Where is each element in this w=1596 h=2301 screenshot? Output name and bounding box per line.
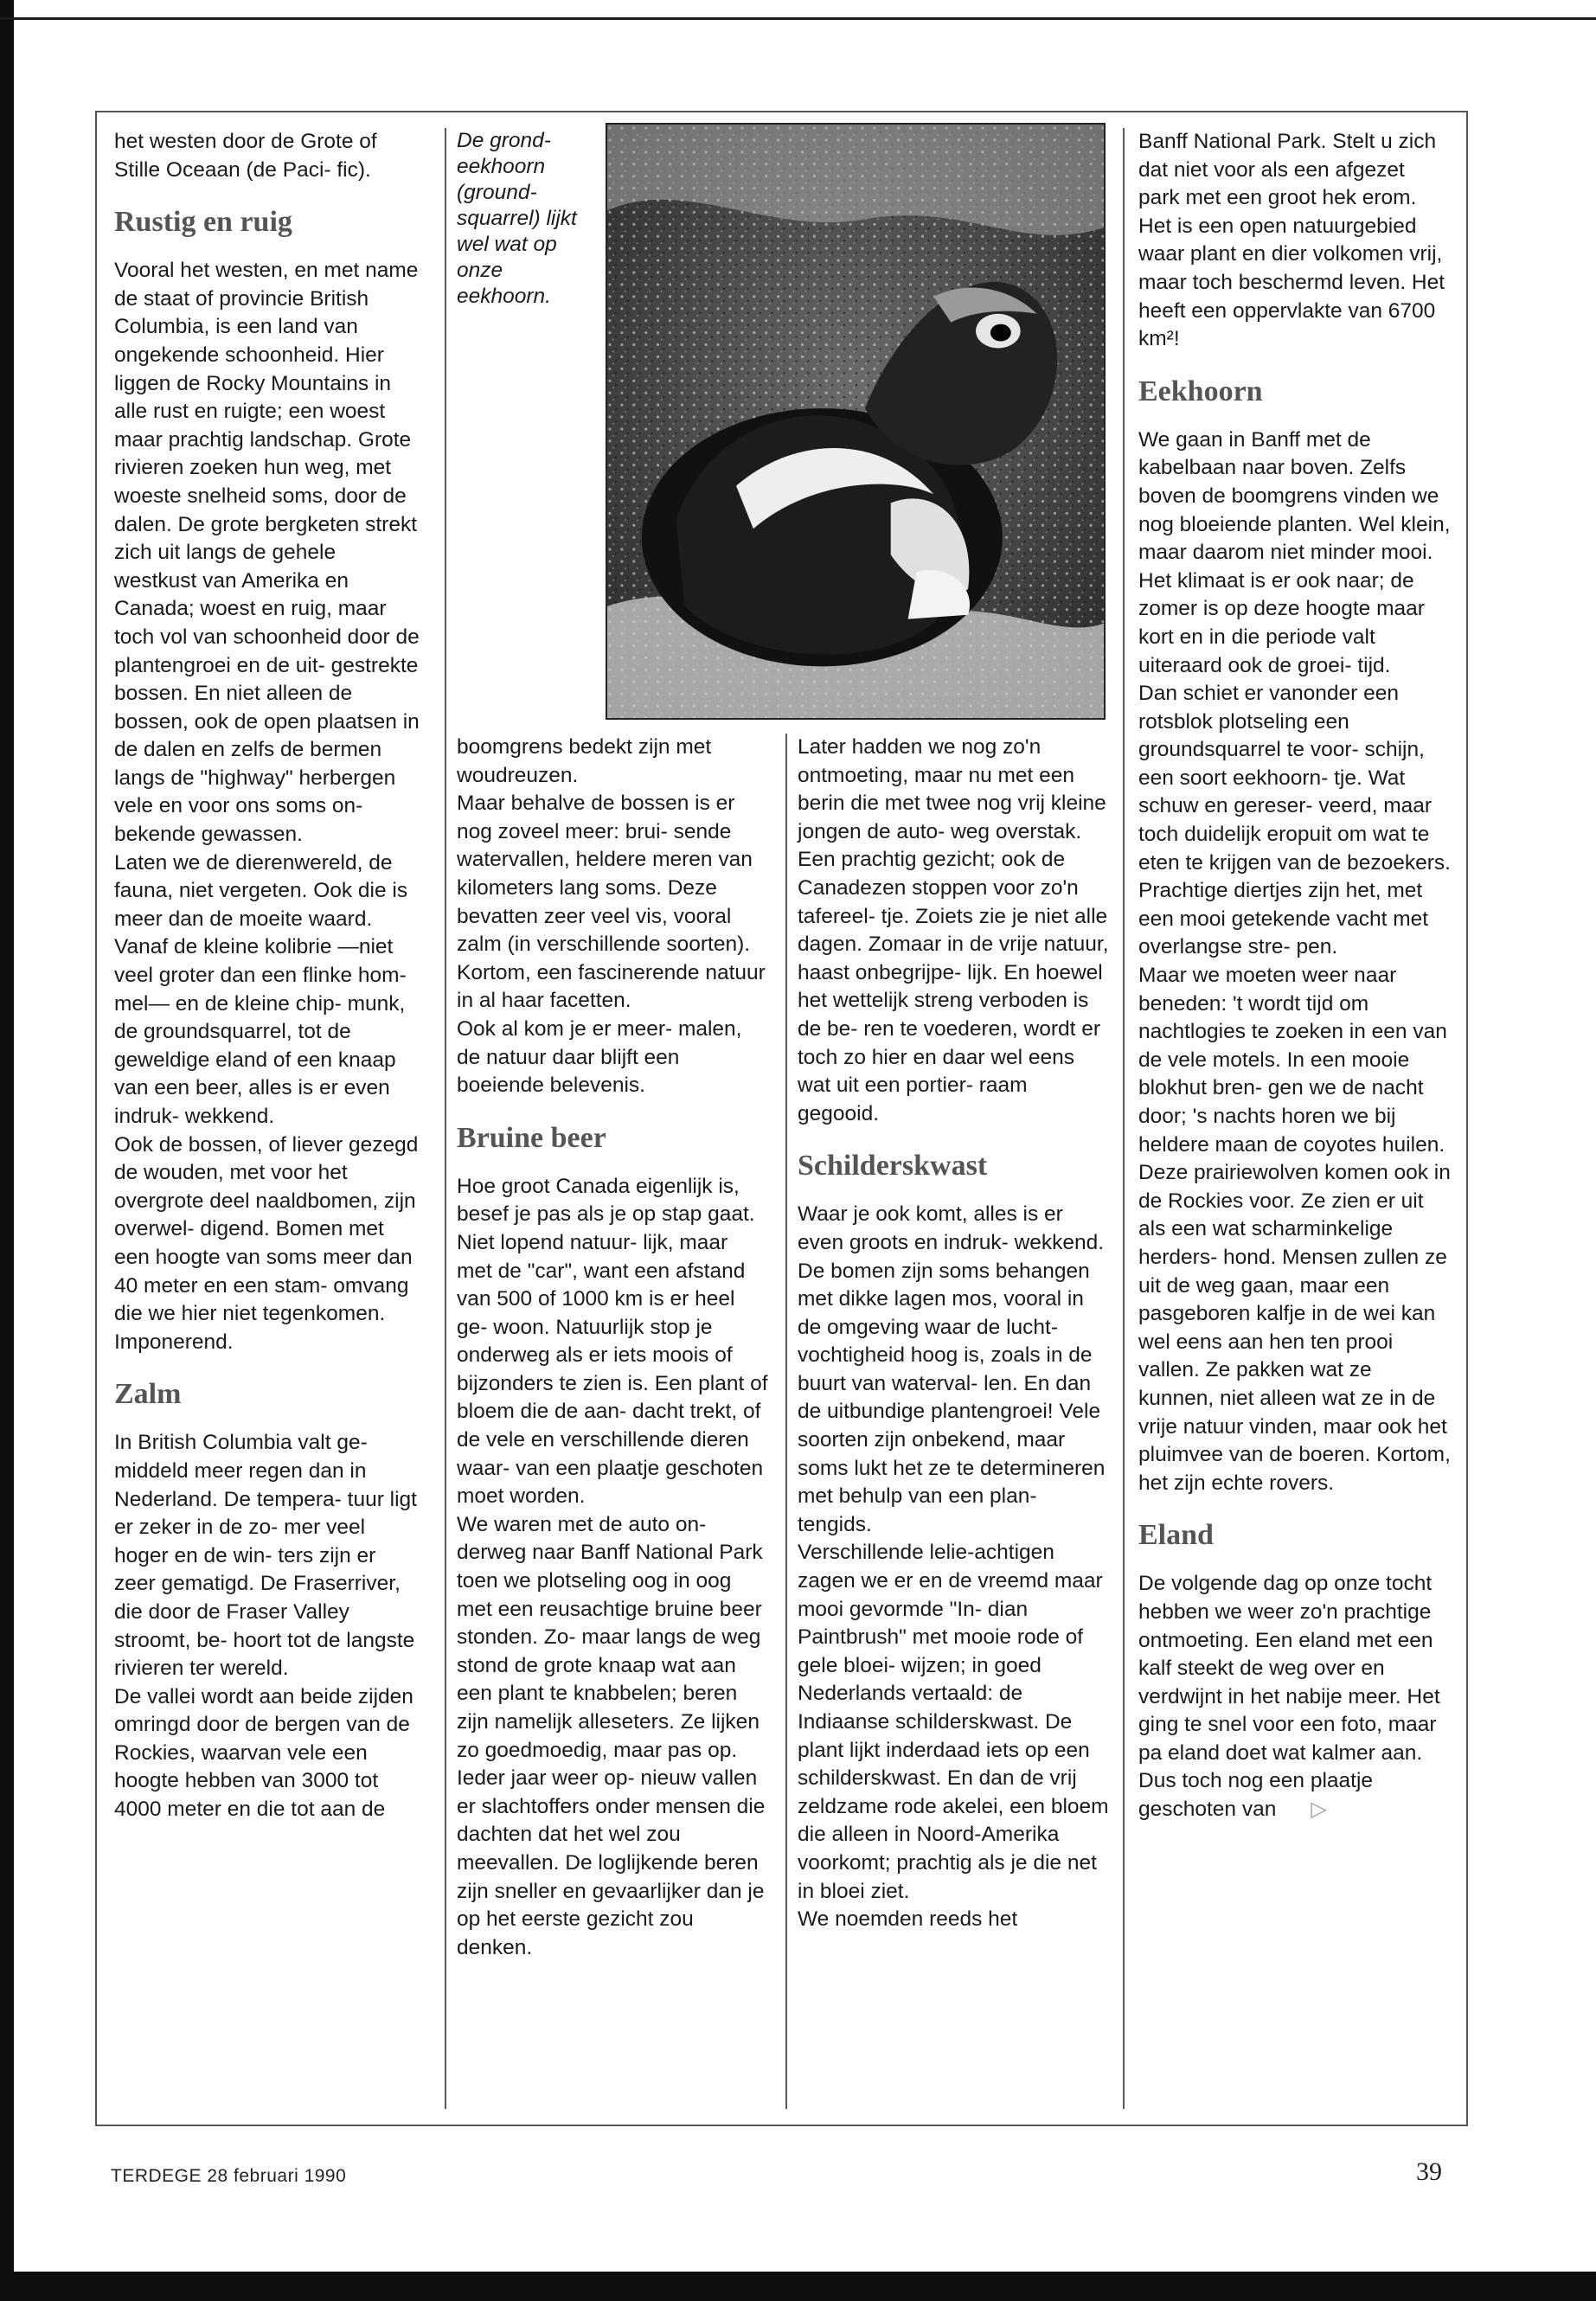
paragraph: Laten we de dierenwereld, de fauna, niet vergeten. Ook die is meer dan de moeite waard. Vanaf de kleine kolibrie —niet veel groter dan een flinke hom- mel— en de kleine chip- munk, de groundsquarrel, tot de geweldige eland of een knaap van een beer, alles is er even indruk- wekkend. <box>114 850 408 1128</box>
column-rule <box>785 734 787 2109</box>
paragraph-text: De volgende dag op onze tocht hebben we weer zo'n prachtige ontmoeting. Een eland met een kalf steekt de weg over en verdwijnt in het nabije meer. Het ging te snel voor een foto, maar pa eland doet wat kalmer aan. Dus toch nog een plaatje geschoten van <box>1138 1572 1440 1822</box>
paragraph: We gaan in Banff met de kabelbaan naar boven. Zelfs boven de boomgrens vinden we nog bloeiende planten. Wel klein, maar daarom niet minder mooi. Het klimaat is er ook naar; de zomer is op deze hoogte maar kort en in die periode valt uiteraard ook de groei- tijd. <box>1138 427 1451 677</box>
column-1 <box>114 128 422 1824</box>
paragraph: Ook al kom je er meer- malen, de natuur daar blijft een boeiende belevenis. <box>457 1016 742 1098</box>
photo-caption: De grond- eekhoorn (ground- squarrel) lijkt wel wat op onze eekhoorn. <box>457 129 577 308</box>
paragraph <box>1138 1570 1452 1823</box>
ground-squirrel-photo <box>606 123 1106 720</box>
paragraph: Verschillende lelie-achtigen zagen we er en de vreemd maar mooi gevormde "In- dian Paintbrush" met mooie rode of gele bloei- wijzen; in goed Nederlands vertaald: de Indiaanse schilderskwast. De plant lijkt inderdaad iets op een schilderskwast. En dan de vrij zeldzame rode akelei, een bloem die alleen in Noord-Amerika voorkomt; prachtig als je die net in bloei ziet. <box>798 1541 1109 1903</box>
paragraph: Later hadden we nog zo'n ontmoeting, maar nu met een berin die met twee nog vrij kleine jongen de auto- weg overstak. Een prachtig gezicht; ook de Canadezen stoppen voor zo'n tafereel- tje. Zoiets zie je niet alle dagen. Zomaar in de vrije natuur, haast onbegrijpe- lijk. En hoewel het wettelijk streng verboden is de be- ren te voederen, wordt er toch zo hier en daar wel eens wat uit een portier- raam gegooid. <box>798 735 1109 1125</box>
column-2 <box>457 734 768 1962</box>
section-heading-schilderskwast: Schilderskwast <box>798 1150 988 1183</box>
section-heading-beer: Bruine beer <box>457 1121 606 1154</box>
section-heading-eland: Eland <box>1138 1519 1214 1552</box>
section-heading-rustig: Rustig en ruig <box>114 206 292 239</box>
section-heading-zalm: Zalm <box>114 1378 182 1411</box>
page-number: 39 <box>1416 2157 1442 2186</box>
paragraph: Vooral het westen, en met name de staat of provincie British Columbia, is een land van ongekende schoonheid. Hier liggen de Rocky Mountains in alle rust en ruigte; een woest maar prachtig landschap. Grote rivieren zoeken hun weg, met woeste snelheid soms, door de dalen. De grote bergketen strekt zich uit langs de gehele westkust van Amerika en Canada; woest en ruig, maar toch vol van schoonheid door de plantengroei en de uit- gestrekte bossen. En niet alleen de bossen, ook de open plaatsen in de dalen en zelfs de bermen langs de "highway" herbergen vele en voor ons soms on- bekende gewassen. <box>114 259 420 847</box>
paragraph: Banff National Park. Stelt u zich dat niet voor als een afgezet park met een groot hek erom. Het is een open natuurgebied waar plant en dier volkomen vrij, maar toch beschermd leven. Het heeft een oppervlakte van 6700 km²! <box>1138 130 1445 351</box>
continue-arrow-icon: ▷ <box>1311 1798 1327 1822</box>
paragraph: Kortom, een fascinerende natuur in al haar facetten. <box>457 960 766 1013</box>
paragraph: het westen door de Grote of Stille Oceaan (de Paci- fic). <box>114 130 377 182</box>
scan-edge-bottom <box>0 2272 1596 2301</box>
top-rule <box>0 17 1596 20</box>
paragraph: Hoe groot Canada eigenlijk is, besef je pas als je op stap gaat. Niet lopend natuur- lijk, maar met de "car", want een afstand van 500 of 1000 km is er heel ge- woon. Natuurlijk stop je onderweg als er iets moois of bijzonders te zien is. Een plant of bloem die de aan- dacht trekt, of de vele en verschillende dieren waar- van een plaatje geschoten moet worden. <box>457 1174 768 1509</box>
squirrel-image <box>607 125 1104 718</box>
paragraph: Waar je ook komt, alles is er even groots en indruk- wekkend. De bomen zijn soms behangen met dikke lagen mos, vooral in de omgeving waar de lucht- vochtigheid hoog is, zoals in de buurt van waterval- len. En dan de uitbundige plantengroei! Vele soorten zijn onbekend, maar soms lukt het ze te determineren met behulp van een plan- tengids. <box>798 1202 1106 1536</box>
scan-edge-left <box>0 0 14 2301</box>
paragraph: De vallei wordt aan beide zijden omringd door de bergen van de Rockies, waarvan vele een hoogte hebben van 3000 tot 4000 meter en die tot aan de <box>114 1684 413 1822</box>
paragraph: Maar behalve de bossen is er nog zoveel meer: brui- sende watervallen, heldere meren van kilometers lang soms. Deze bevatten zeer veel vis, vooral zalm (in verschillende soorten). <box>457 792 753 957</box>
paragraph: In British Columbia valt ge- middeld meer regen dan in Nederland. De tempera- tuur ligt er zeker in de zo- mer veel hoger en de win- ters zijn er zeer gematigd. De Fraserriver, die door de Fraser Valley stroomt, be- hoort tot de langste rivieren ter wereld. <box>114 1431 417 1681</box>
column-rule <box>1123 128 1125 2109</box>
column-rule <box>445 128 446 2109</box>
column-3 <box>798 734 1109 1934</box>
section-heading-eekhoorn: Eekhoorn <box>1138 375 1263 407</box>
paragraph: Dan schiet er vanonder een rotsblok plotseling een groundsquarrel te voor- schijn, een soort eekhoorn- tje. Wat schuw en gereser- veerd, maar toch duidelijk eropuit om wat te eten te krijgen van de bezoekers. Prachtige diertjes zijn het, met een mooi getekende vacht met overlangse stre- pen. <box>1138 682 1451 959</box>
paragraph: We noemden reeds het <box>798 1907 1018 1932</box>
paragraph: Maar we moeten weer naar beneden: 't wordt tijd om nachtlogies te zoeken in een van de vele motels. In een mooie blokhut bren- gen we de nacht door; 's nachts horen we bij heldere maan de coyotes huilen. Deze prairiewolven komen ook in de Rockies voor. Ze zien er uit als een wat scharminkelige herders- hond. Mensen zullen ze uit de weg gaan, maar een pasgeboren kalfje in de wei kan wel eens aan hen ten prooi vallen. Ze pakken wat ze kunnen, niet alleen wat ze in de vrije natuur vinden, maar ook het pluimvee van de boeren. Kortom, het zijn echte rovers. <box>1138 964 1451 1495</box>
column-4 <box>1138 128 1452 1824</box>
paragraph: We waren met de auto on- derweg naar Banff National Park toen we plotseling oog in oog met een reusachtige bruine beer stonden. Zo- maar langs de weg stond de grote knaap wat aan een plant te knabbelen; beren zijn namelijk alleseters. Ze lijken zo goedmoedig, maar pas op. Ieder jaar weer op- nieuw vallen er slachtoffers onder mensen die dachten dat het wel zou meevallen. De loglijkende beren zijn sneller en gevaarlijker dan je op het eerste gezicht zou denken. <box>457 1512 766 1959</box>
paragraph: boomgrens bedekt zijn met woudreuzen. <box>457 735 712 787</box>
issue-footer: TERDEGE 28 februari 1990 <box>111 2166 347 2186</box>
paragraph: Ook de bossen, of liever gezegd de wouden, met voor het overgrote deel naaldbomen, zijn overwel- digend. Bomen met een hoogte van soms meer dan 40 meter en een stam- omvang die we hier niet tegenkomen. Imponerend. <box>114 1132 419 1354</box>
